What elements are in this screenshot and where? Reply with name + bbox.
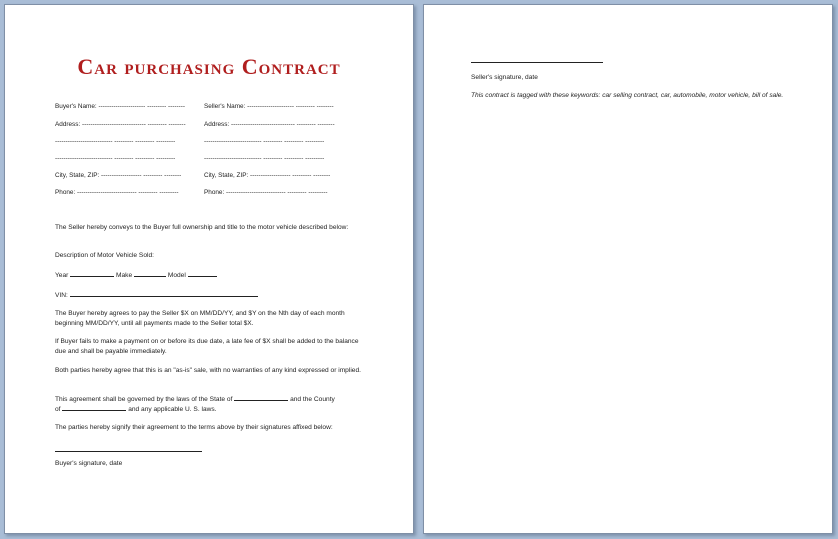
governing-law-text-d: and any applicable U. S. laws. <box>128 406 217 413</box>
seller-city-field: City, State, ZIP: ------------------- --------- -------- <box>204 172 331 179</box>
keywords-note: This contract is tagged with these keywords: car selling contract, car, automobile, motor vehicle, bill of sale. <box>471 92 784 99</box>
signify-paragraph: The parties hereby signify their agreement to the terms above by their signatures affixed below: <box>55 424 333 431</box>
make-blank <box>134 270 166 277</box>
seller-address-field: Address: ------------------------------ --------- -------- <box>204 121 335 128</box>
late-fee-paragraph: If Buyer fails to make a payment on or before its due date, a late fee of $X shall be added to the balance due and shall be payable immediately. <box>55 338 359 355</box>
payment-paragraph: The Buyer hereby agrees to pay the Seller $X on MM/DD/YY, and $Y on the Nth day of each month beginning MM/DD/YY, until all payments made to the Seller total $X. <box>55 310 345 327</box>
buyer-address-line-1: --------------------------- --------- --------- --------- <box>55 138 176 145</box>
vehicle-details-line <box>55 270 217 281</box>
governing-law-text-b: and the County <box>290 396 335 403</box>
document-title: Car purchasing Contract <box>77 54 341 79</box>
document-page-1 <box>4 4 414 534</box>
buyer-address-field: Address: ------------------------------ --------- -------- <box>55 121 186 128</box>
seller-address-line-2: --------------------------- --------- --------- --------- <box>204 155 325 162</box>
governing-law-line-2 <box>55 404 217 415</box>
year-label: Year <box>55 272 69 279</box>
year-blank <box>70 270 114 277</box>
conveys-paragraph: The Seller hereby conveys to the Buyer full ownership and title to the motor vehicle described below: <box>55 224 349 231</box>
buyer-name-field: Buyer's Name: ---------------------- --------- -------- <box>55 103 186 110</box>
seller-address-line-1: --------------------------- --------- --------- --------- <box>204 138 325 145</box>
vin-label: VIN: <box>55 292 68 299</box>
buyer-signature-line <box>55 451 202 452</box>
seller-phone-field: Phone: ---------------------------- --------- --------- <box>204 189 328 196</box>
governing-law-text-c: of <box>55 406 61 413</box>
as-is-paragraph: Both parties hereby agree that this is an "as-is" sale, with no warranties of any kind expressed or implied. <box>55 367 361 374</box>
model-blank <box>188 270 217 277</box>
make-label: Make <box>116 272 133 279</box>
seller-signature-line <box>471 62 603 63</box>
state-blank <box>234 394 288 401</box>
county-blank <box>62 404 126 411</box>
document-page-2 <box>423 4 833 534</box>
buyer-address-line-2: --------------------------- --------- --------- --------- <box>55 155 176 162</box>
buyer-phone-field: Phone: ---------------------------- --------- --------- <box>55 189 179 196</box>
buyer-city-field: City, State, ZIP: ------------------- --------- -------- <box>55 172 182 179</box>
vehicle-description-label: Description of Motor Vehicle Sold: <box>55 252 154 259</box>
vin-blank <box>70 290 258 297</box>
buyer-signature-label: Buyer's signature, date <box>55 460 123 467</box>
governing-law-text-a: This agreement shall be governed by the laws of the State of <box>55 396 233 403</box>
seller-name-field: Seller's Name: ---------------------- --------- -------- <box>204 103 334 110</box>
model-label: Model <box>167 272 186 279</box>
vin-line <box>55 290 258 301</box>
seller-signature-label: Seller's signature, date <box>471 74 538 81</box>
